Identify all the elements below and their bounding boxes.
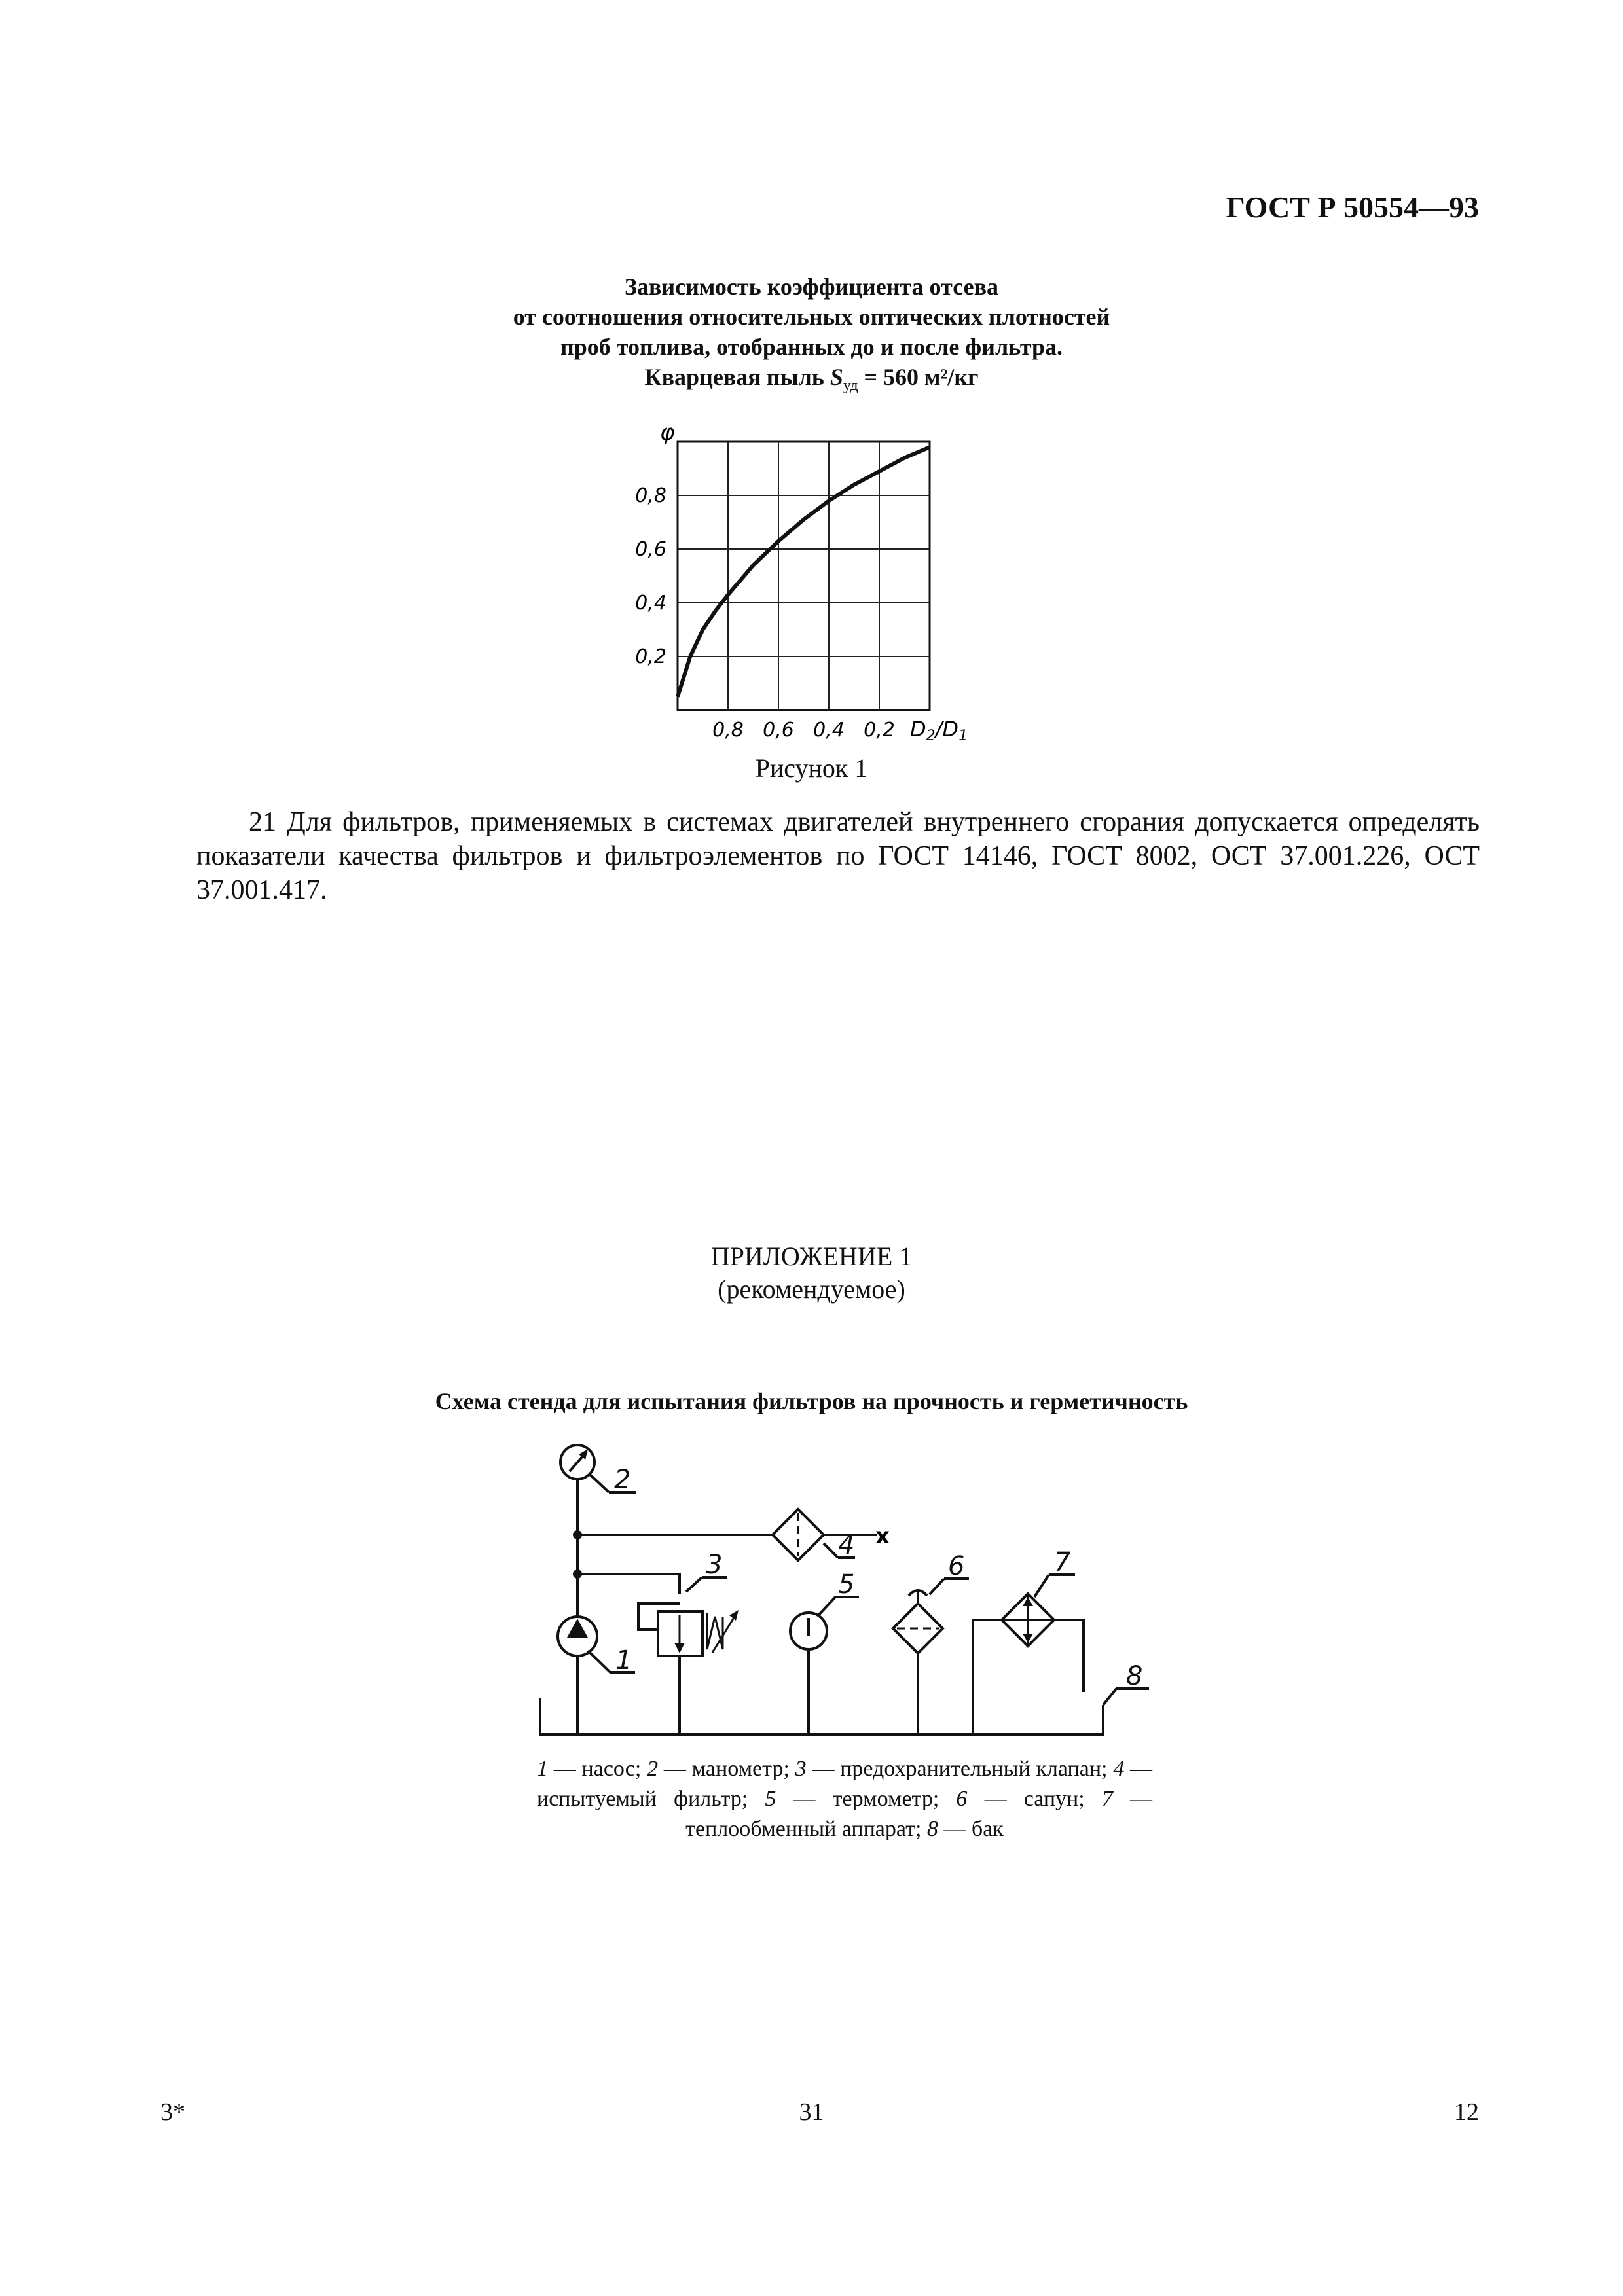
label-tank: 8 xyxy=(1126,1661,1143,1691)
valve-internal-arrow-head xyxy=(674,1643,685,1653)
heat-exchanger-line-left xyxy=(973,1620,1002,1734)
figure-title-prefix: Кварцевая пыль xyxy=(644,364,830,390)
document-number: ГОСТ Р 50554—93 xyxy=(1226,190,1479,224)
legend-text-1: — насос; xyxy=(548,1757,647,1781)
valve-leader xyxy=(686,1577,702,1592)
chart-xlabel-sub2: 2 xyxy=(926,728,936,744)
scheme-title: Схема стенда для испытания фильтров на прочность и герметичность xyxy=(435,1388,1188,1414)
figure-title-line-3: проб топлива, отобранных до и после фильтра. xyxy=(560,334,1063,360)
chart-xlabel-sub1: 1 xyxy=(958,728,968,744)
label-thermometer: 5 xyxy=(838,1570,855,1600)
legend-num-7: 7 xyxy=(1101,1787,1113,1811)
figure-title-line-2: от соотношения относительных оптических плотностей xyxy=(513,304,1110,330)
chart-x-ticks xyxy=(712,719,895,742)
footer-right-number: 12 xyxy=(1454,2098,1479,2126)
manometer-leader xyxy=(589,1474,609,1492)
figure-title-line-1: Зависимость коэффициента отсева xyxy=(624,274,999,300)
appendix-subtitle: (рекомендуемое) xyxy=(718,1274,905,1304)
filter-output-mark: x xyxy=(875,1523,890,1549)
chart-x-tick-label: 0,2 xyxy=(864,719,895,742)
figure-title xyxy=(0,272,1623,401)
pump-arrow-icon xyxy=(567,1619,588,1638)
label-tested-filter: 4 xyxy=(838,1530,855,1560)
valve-spring xyxy=(707,1613,723,1649)
appendix-heading xyxy=(0,1240,1623,1306)
heat-exchanger-leader xyxy=(1034,1575,1049,1597)
label-heat-exchanger: 7 xyxy=(1054,1547,1071,1577)
label-manometer: 2 xyxy=(614,1465,631,1495)
legend-text-7: — теплообменный аппарат; xyxy=(685,1787,1152,1841)
label-pump: 1 xyxy=(615,1645,632,1676)
heat-exchanger-line-right xyxy=(1054,1620,1084,1692)
legend-text-5: — термометр; xyxy=(776,1787,957,1811)
chart-y-tick-label: 0,4 xyxy=(635,592,666,615)
legend-num-8: 8 xyxy=(926,1817,938,1841)
legend-text-3: — предохранительный клапан; xyxy=(806,1757,1114,1781)
junction-dot-2 xyxy=(573,1570,582,1579)
legend-num-1: 1 xyxy=(537,1757,548,1781)
legend-num-4: 4 xyxy=(1113,1757,1125,1781)
legend-num-2: 2 xyxy=(647,1757,659,1781)
tank-line xyxy=(540,1698,1103,1734)
footer-page-number: 31 xyxy=(799,2098,824,2126)
tank-leader xyxy=(1103,1689,1116,1705)
figure-title-suffix: = 560 м²/кг xyxy=(858,364,979,390)
paragraph-21 xyxy=(196,805,1480,907)
chart-grid xyxy=(678,442,930,710)
label-relief-valve: 3 xyxy=(706,1550,723,1580)
chart-frame xyxy=(678,442,930,710)
legend-num-3: 3 xyxy=(795,1757,807,1781)
chart-xlabel xyxy=(910,717,968,744)
footer-left-mark: 3* xyxy=(160,2098,185,2126)
thermometer-leader xyxy=(818,1597,835,1615)
chart-series-curve xyxy=(678,447,930,696)
legend-text-6: — сапун; xyxy=(967,1787,1102,1811)
legend-text-8: — бак xyxy=(938,1817,1004,1841)
figure-title-symbol: S xyxy=(830,364,843,390)
chart-xlabel-d2: D xyxy=(910,717,926,742)
figure-title-line-4 xyxy=(0,362,1623,401)
test-bench-scheme xyxy=(511,1440,1165,1741)
label-breather: 6 xyxy=(948,1551,965,1581)
appendix-title: ПРИЛОЖЕНИЕ 1 xyxy=(710,1242,913,1271)
breather-leader xyxy=(930,1579,944,1594)
figure-title-sub: уд xyxy=(843,377,858,395)
chart-xlabel-slash: / xyxy=(935,717,943,742)
chart-x-tick-label: 0,6 xyxy=(763,719,794,742)
legend-text-4: — испытуемый фильтр; xyxy=(537,1757,1153,1811)
chart-xlabel-d1: D xyxy=(942,717,959,742)
chart-y-ticks xyxy=(635,484,666,668)
chart-x-tick-label: 0,8 xyxy=(712,719,744,742)
chart-y-tick-label: 0,2 xyxy=(635,645,666,668)
coefficient-chart xyxy=(589,412,1008,746)
chart-y-tick-label: 0,6 xyxy=(635,538,666,561)
chart-x-tick-label: 0,4 xyxy=(813,719,845,742)
paragraph-21-text: 21 Для фильтров, применяемых в системах двигателей внутреннего сгорания допускается определять показатели качества фильтров и фильтроэлементов по ГОСТ 14146, ГОСТ 8002, ОСТ 37.001.226, ОСТ 37.001.417. xyxy=(196,807,1480,905)
legend-text-2: — манометр; xyxy=(658,1757,795,1781)
chart-ylabel: φ xyxy=(660,420,675,446)
figure-caption: Рисунок 1 xyxy=(755,753,868,783)
junction-dot-1 xyxy=(573,1530,582,1539)
chart-y-tick-label: 0,8 xyxy=(635,484,666,507)
valve-feed-line xyxy=(577,1574,680,1594)
filter-leader xyxy=(824,1543,838,1558)
legend-num-6: 6 xyxy=(956,1787,968,1811)
legend-num-5: 5 xyxy=(765,1787,776,1811)
pump-leader xyxy=(588,1651,610,1672)
scheme-legend xyxy=(537,1754,1152,1844)
